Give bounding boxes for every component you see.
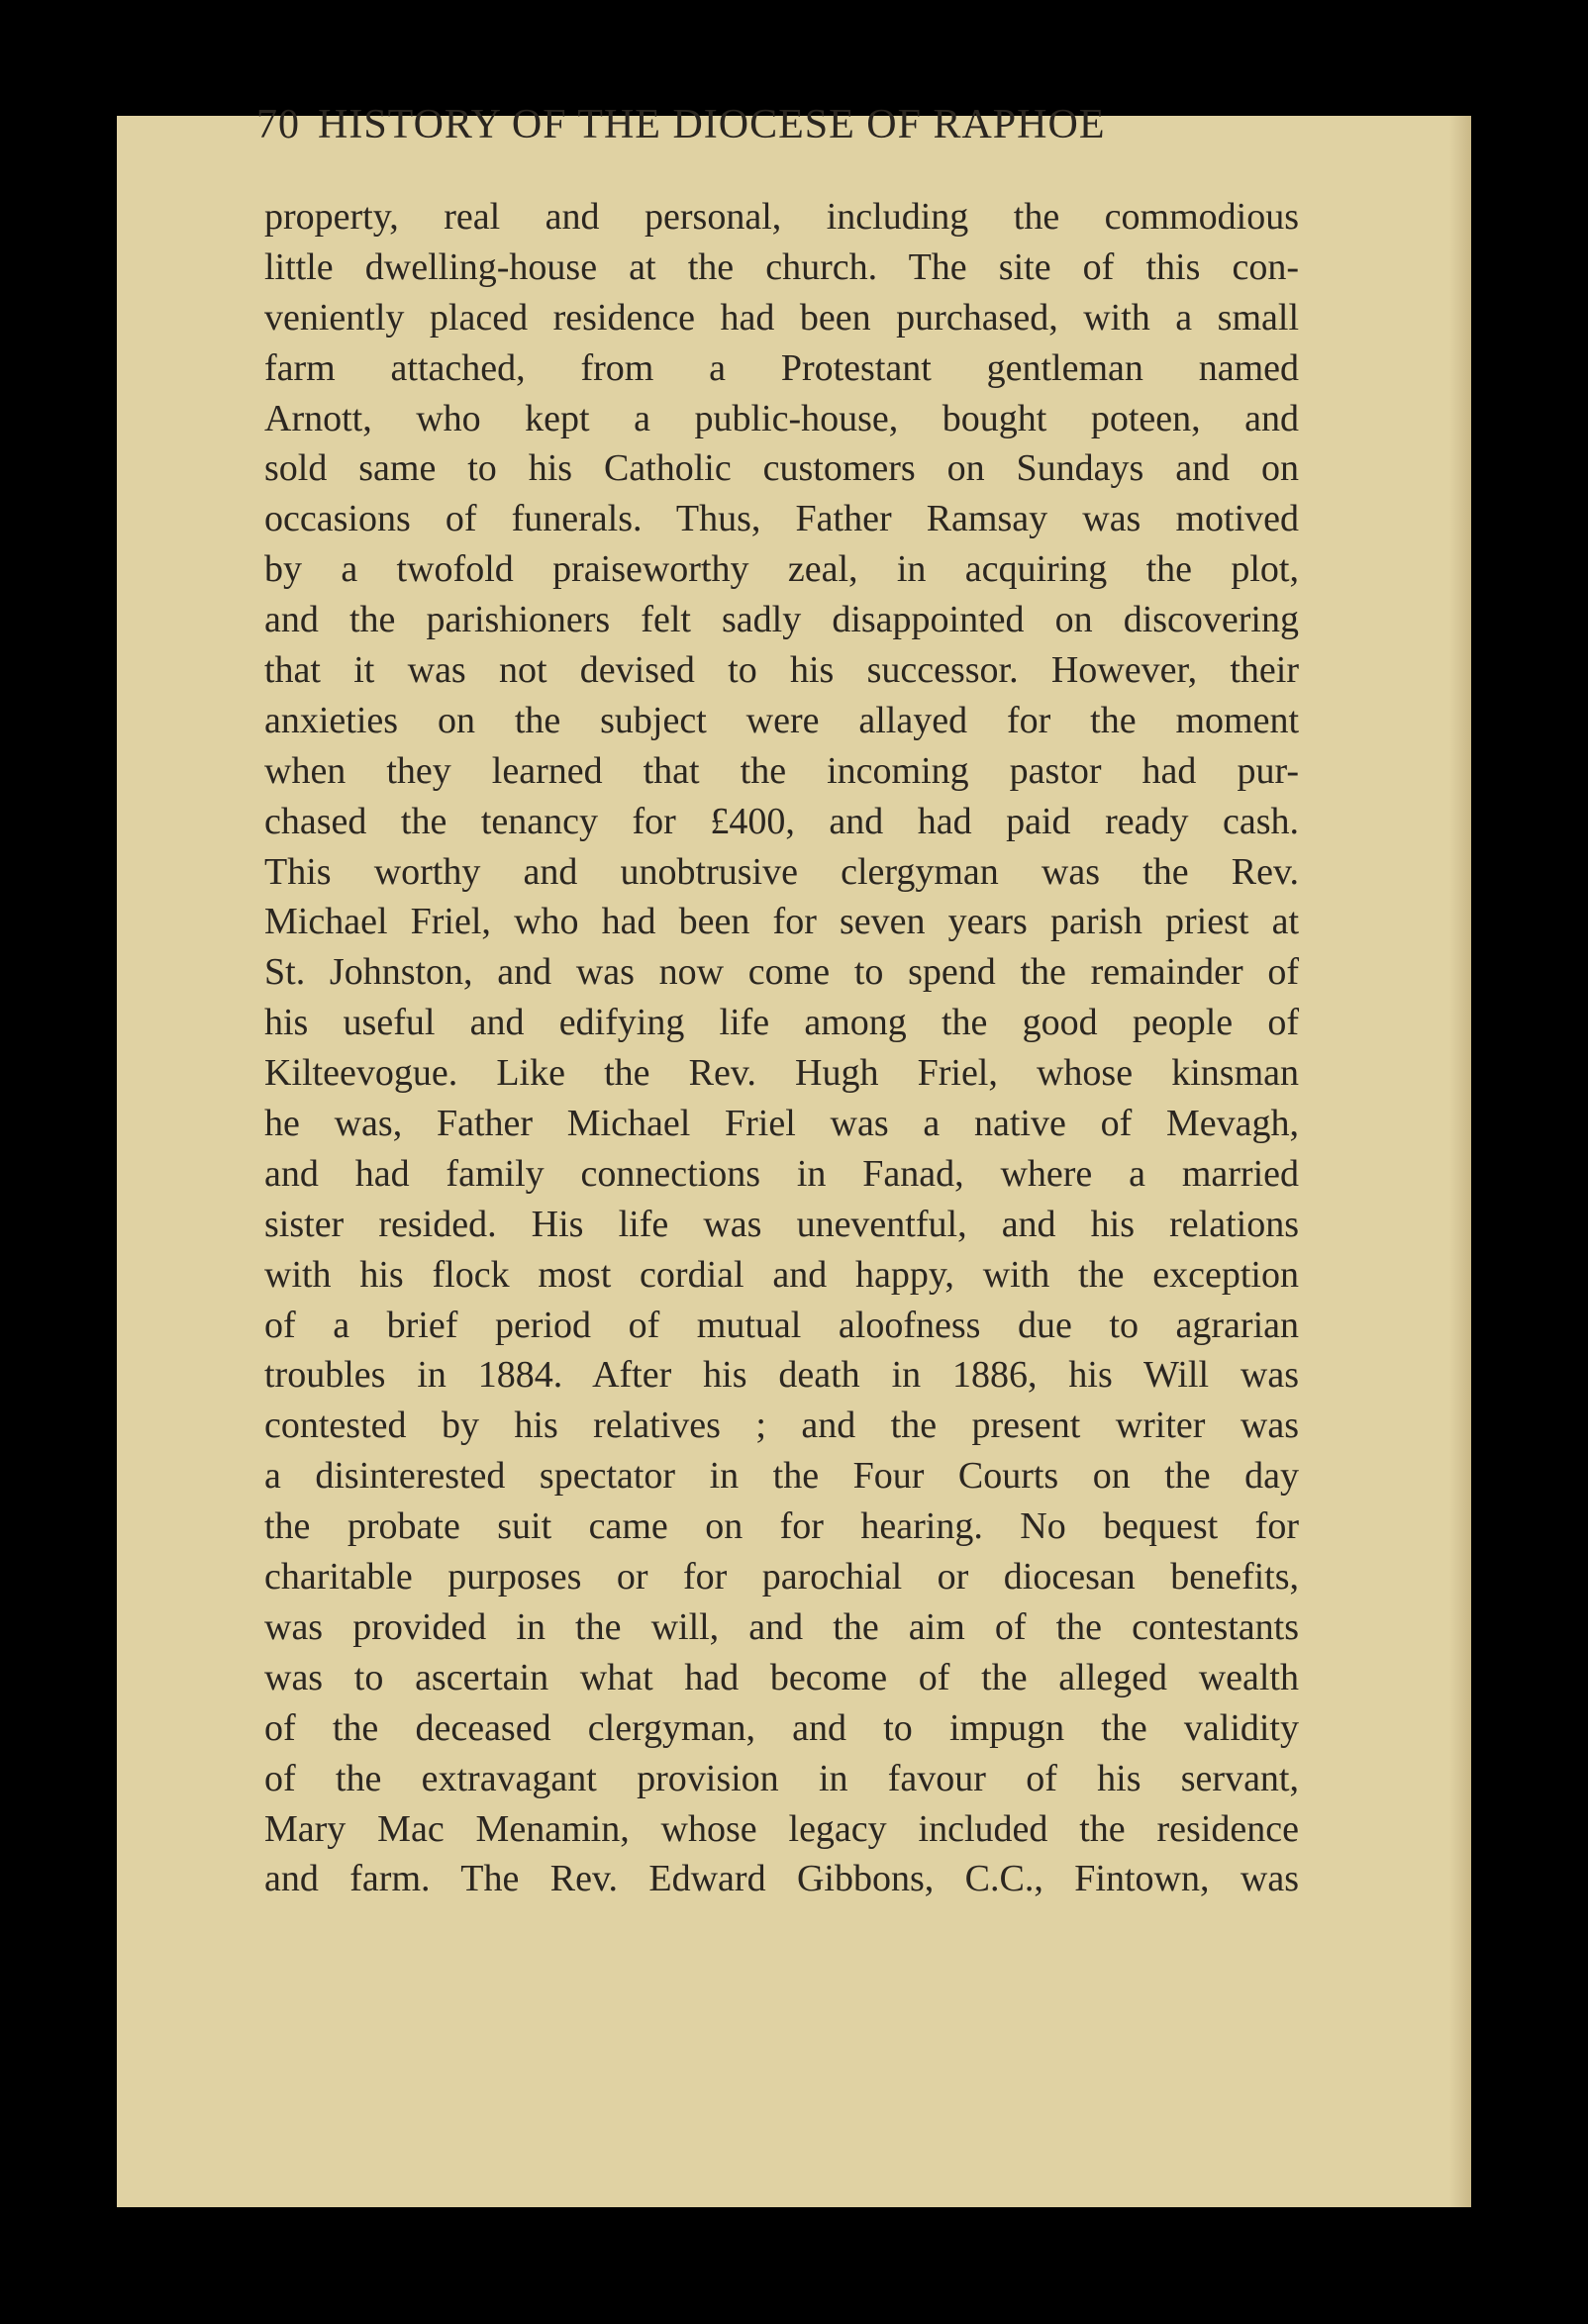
text-line: with his flock most cordial and happy, with the exception	[264, 1253, 1299, 1296]
text-line: farm attached, from a Protestant gentleman named	[264, 346, 1299, 389]
text-line: sold same to his Catholic customers on Sundays and on	[264, 447, 1299, 490]
running-head	[256, 101, 1306, 148]
body-text	[264, 192, 1299, 1904]
text-line: veniently placed residence had been purchased, with a small	[264, 296, 1299, 339]
text-line: was provided in the will, and the aim of the contestants	[264, 1605, 1299, 1648]
text-line: troubles in 1884. After his death in 1886, his Will was	[264, 1354, 1299, 1397]
text-line: his useful and edifying life among the good people of	[264, 1002, 1299, 1044]
text-line: that it was not devised to his successor. However, their	[264, 649, 1299, 692]
text-line: Kilteevogue. Like the Rev. Hugh Friel, whose kinsman	[264, 1052, 1299, 1095]
text-line: occasions of funerals. Thus, Father Ramsay was motived	[264, 498, 1299, 540]
text-line: the probate suit came on for hearing. No bequest for	[264, 1505, 1299, 1548]
text-line: Michael Friel, who had been for seven years parish priest at	[264, 901, 1299, 943]
text-line: anxieties on the subject were allayed for the moment	[264, 699, 1299, 741]
text-line: sister resided. His life was uneventful, and his relations	[264, 1203, 1299, 1245]
text-line: and farm. The Rev. Edward Gibbons, C.C., Fintown, was	[264, 1858, 1299, 1900]
text-line: of the extravagant provision in favour of his servant,	[264, 1757, 1299, 1799]
text-line: by a twofold praiseworthy zeal, in acquiring the plot,	[264, 548, 1299, 591]
text-line: little dwelling-house at the church. The site of this con-	[264, 245, 1299, 288]
text-line: and the parishioners felt sadly disappointed on discovering	[264, 599, 1299, 641]
page-edge-shadow	[1449, 116, 1471, 2207]
running-title: HISTORY OF THE DIOCESE OF RAPHOE	[318, 102, 1106, 147]
text-line: Arnott, who kept a public-house, bought poteen, and	[264, 397, 1299, 439]
text-line: and had family connections in Fanad, where a married	[264, 1152, 1299, 1195]
text-line: of a brief period of mutual aloofness due to agrarian	[264, 1304, 1299, 1346]
text-line: of the deceased clergyman, and to impugn the validity	[264, 1706, 1299, 1749]
text-line: was to ascertain what had become of the alleged wealth	[264, 1656, 1299, 1698]
text-line: he was, Father Michael Friel was a native of Mevagh,	[264, 1103, 1299, 1145]
text-line: This worthy and unobtrusive clergyman was the Rev.	[264, 850, 1299, 893]
text-line: property, real and personal, including the commodious	[264, 196, 1299, 238]
text-line: chased the tenancy for £400, and had paid ready cash.	[264, 800, 1299, 842]
text-line: a disinterested spectator in the Four Courts on the day	[264, 1455, 1299, 1498]
text-line: Mary Mac Menamin, whose legacy included the residence	[264, 1807, 1299, 1850]
text-line: St. Johnston, and was now come to spend the remainder of	[264, 951, 1299, 994]
page-number: 70	[256, 102, 300, 147]
text-line: when they learned that the incoming pastor had pur-	[264, 749, 1299, 792]
text-line: charitable purposes or for parochial or diocesan benefits,	[264, 1556, 1299, 1598]
text-line: contested by his relatives ; and the present writer was	[264, 1404, 1299, 1447]
